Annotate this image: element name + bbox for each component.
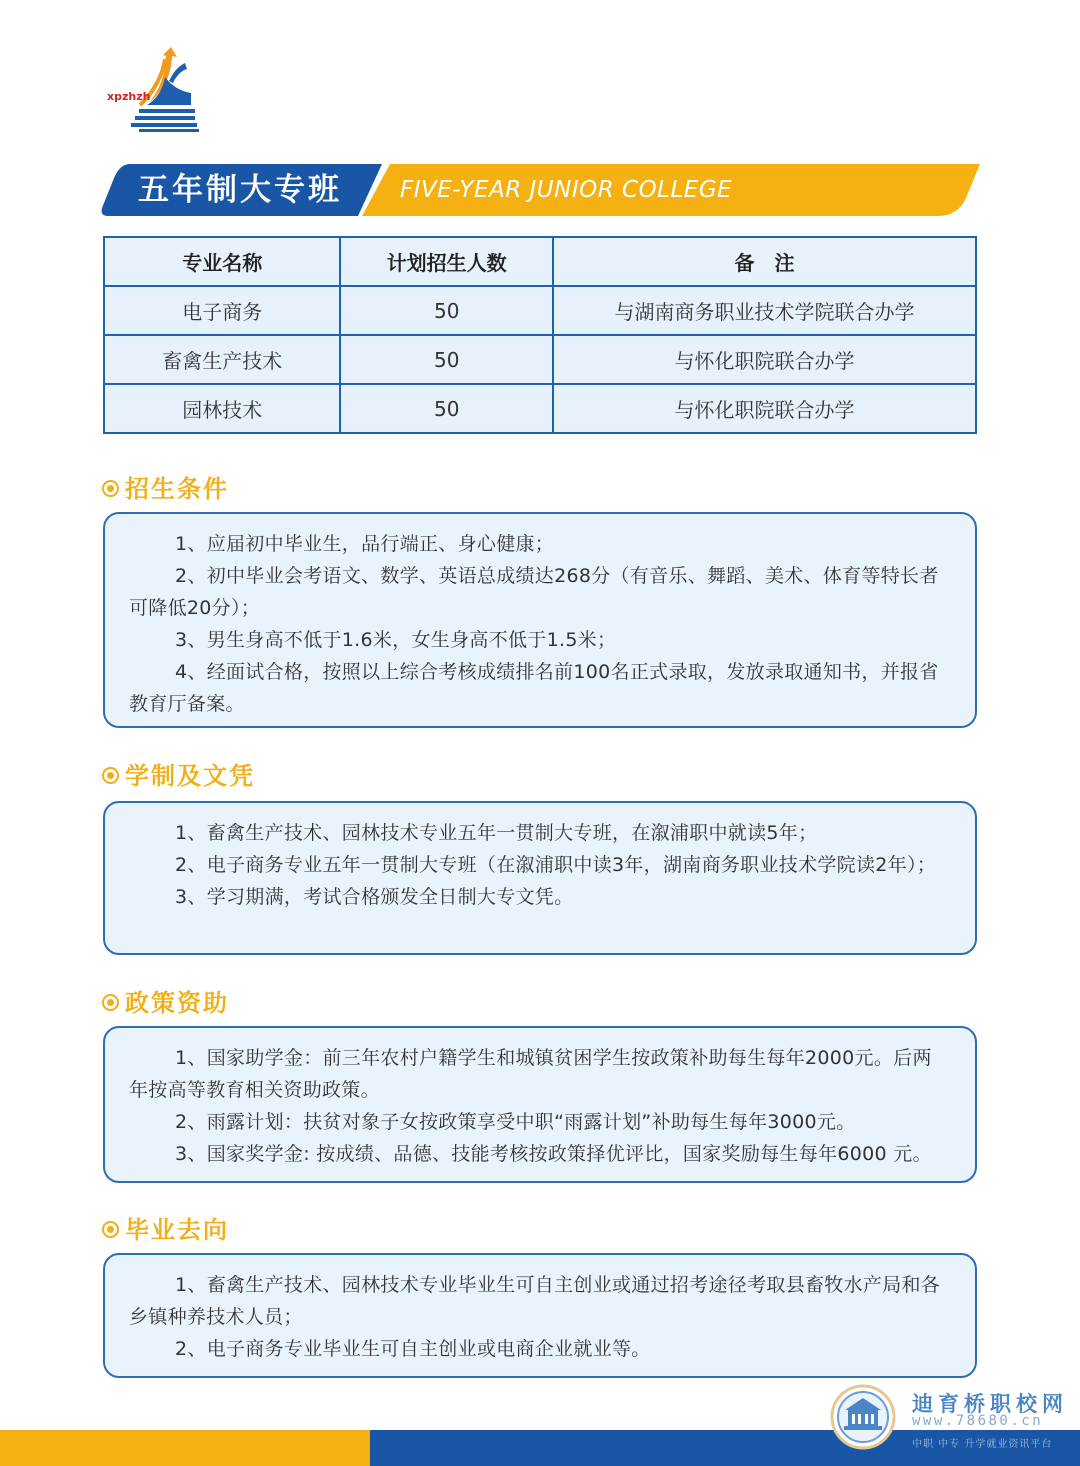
table-cell: 畜禽生产技术 [104,335,340,384]
building-seal-icon [828,1384,898,1450]
table-cell: 与湖南商务职业技术学院联合办学 [553,286,976,335]
paragraph: 3、男生身高不低于1.6米，女生身高不低于1.5米； [175,629,617,651]
section-title-career [102,1213,229,1247]
school-logo [105,45,205,135]
paragraph: 4、经面试合格，按照以上综合考核成绩排名前100名正式录取，发放录取通知书，并报省教育厅备案。 [129,661,939,715]
section-title-text: 政策资助 [125,989,229,1017]
table-cell: 50 [340,286,553,335]
section-title-text: 学制及文凭 [125,762,255,790]
paragraph: 1、畜禽生产技术、园林技术专业毕业生可自主创业或通过招考途径考取县畜牧水产局和各乡镇种养技术人员； [129,1274,941,1328]
title-banner [100,164,980,216]
paragraph: 3、学习期满，考试合格颁发全日制大专文凭。 [175,886,574,908]
bullet-circle-icon [102,767,119,784]
section-box-career [103,1253,977,1378]
section-box-policy [103,1026,977,1183]
paragraph: 1、应届初中毕业生，品行端正、身心健康； [175,533,555,555]
table-cell: 50 [340,384,553,433]
watermark-title: 迪育桥职校网 [912,1392,1068,1416]
section-box-duration [103,801,977,955]
bullet-circle-icon [102,1221,119,1238]
table-row [104,384,976,433]
table-header-row [104,237,976,286]
section-title-text: 毕业去向 [125,1216,229,1244]
banner-subtitle: FIVE-YEAR JUNIOR COLLEGE [400,177,733,203]
watermark-url: www.78680.cn [912,1413,1044,1429]
table-cell: 与怀化职院联合办学 [553,384,976,433]
paragraph: 2、电子商务专业五年一贯制大专班（在溆浦职中读3年，湖南商务职业技术学院读2年）； [175,854,937,876]
section-title-duration [102,759,255,793]
section-title-policy [102,986,229,1020]
logo-text: xpzhzh [107,90,151,103]
paragraph: 2、雨露计划：扶贫对象子女按政策享受中职“雨露计划”补助每生每年3000元。 [175,1111,856,1133]
section-box-admission [103,512,977,728]
paragraph: 2、电子商务专业毕业生可自主创业或电商企业就业等。 [175,1338,651,1360]
majors-table [103,236,977,434]
watermark [828,1384,1076,1450]
paragraph: 1、畜禽生产技术、园林技术专业五年一贯制大专班，在溆浦职中就读5年； [175,822,818,844]
paragraph: 3、国家奖学金: 按成绩、品德、技能考核按政策择优评比，国家奖励每生每年6000 元。 [175,1143,932,1165]
banner-title: 五年制大专班 [138,172,342,208]
table-row [104,286,976,335]
bullet-circle-icon [102,480,119,497]
table-header: 专业名称 [104,237,340,286]
table-cell: 电子商务 [104,286,340,335]
section-title-admission [102,472,229,506]
footer-bar-yellow [0,1430,370,1466]
section-title-text: 招生条件 [125,475,229,503]
paragraph: 2、初中毕业会考语文、数学、英语总成绩达268分（有音乐、舞蹈、美术、体育等特长者可降低20分）； [129,565,939,619]
table-header: 计划招生人数 [340,237,553,286]
table-row [104,335,976,384]
table-cell: 50 [340,335,553,384]
table-header: 备 注 [553,237,976,286]
watermark-slogan: 中职 中专 升学就业资讯平台 [912,1439,1053,1450]
paragraph: 1、国家助学金：前三年农村户籍学生和城镇贫困学生按政策补助每生每年2000元。后两年按高等教育相关资助政策。 [129,1047,932,1101]
table-cell: 与怀化职院联合办学 [553,335,976,384]
table-cell: 园林技术 [104,384,340,433]
bullet-circle-icon [102,994,119,1011]
